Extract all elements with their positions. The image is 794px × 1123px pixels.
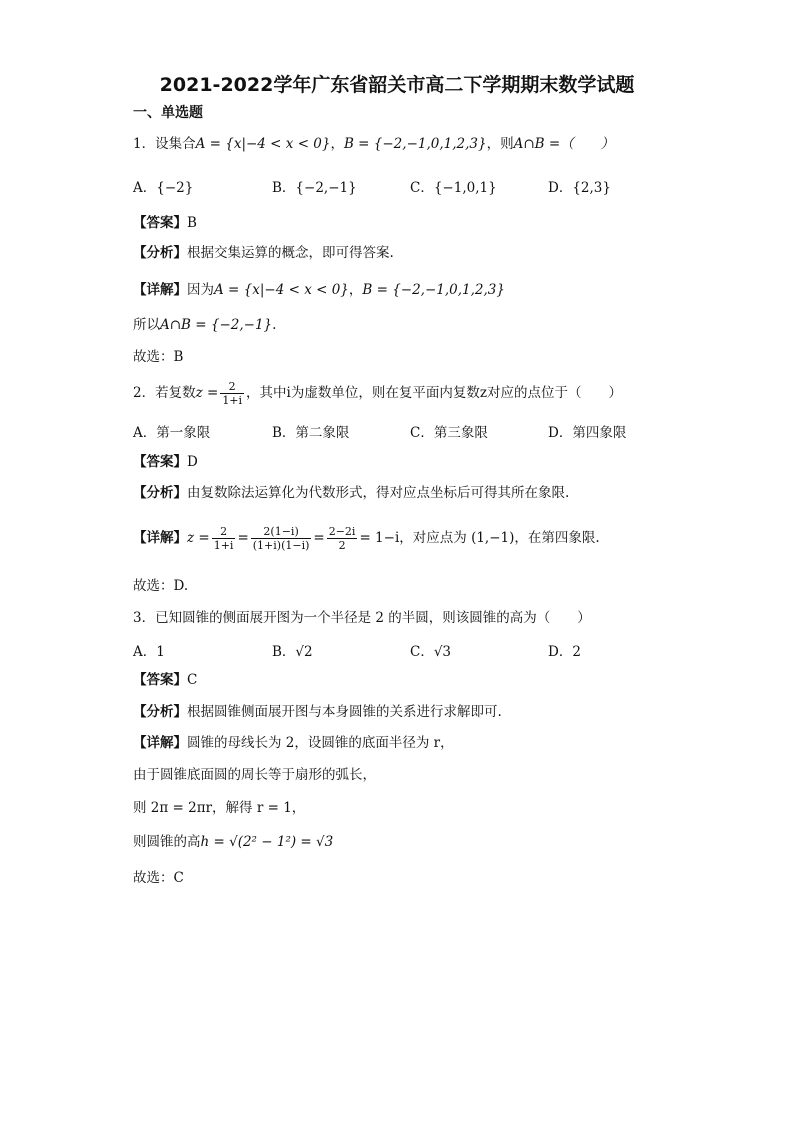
- q3-stem: 3．已知圆锥的侧面展开图为一个半径是 2 的半圆，则该圆锥的高为（ ）: [133, 610, 591, 626]
- q2-detail: [133, 522, 600, 554]
- analysis-tag: 【分析】: [133, 704, 187, 720]
- q1-conclusion: 故选：B: [133, 349, 184, 365]
- q2-detail-frac-3: [327, 525, 358, 552]
- q2-fraction: [220, 380, 244, 407]
- q3-answer-value: C: [187, 672, 198, 688]
- q2-stem: [133, 378, 622, 408]
- q3-detail-height-label: 则圆锥的高: [133, 834, 201, 850]
- q2-detail-frac-3-den: 2: [338, 539, 346, 552]
- q1-detail-so: 所以: [133, 317, 160, 333]
- q1-option-c: C．{−1,0,1}: [410, 180, 497, 196]
- q2-detail-frac-2-den: (1+i)(1−i): [252, 539, 310, 552]
- q3-detail-line4: [133, 832, 333, 852]
- q1-detail-result: A∩B = {−2,−1}: [160, 317, 273, 333]
- q2-analysis: [133, 483, 569, 503]
- q1-set-b: B = {−2,−1,0,1,2,3}: [343, 136, 487, 152]
- q2-detail-frac-1-num: 2: [212, 525, 236, 539]
- q2-option-a: A．第一象限: [133, 425, 211, 441]
- q3-conclusion: 故选：C: [133, 870, 184, 886]
- analysis-tag: 【分析】: [133, 245, 187, 261]
- detail-tag: 【详解】: [133, 735, 187, 751]
- q3-option-b: B．√2: [272, 644, 313, 660]
- q1-stem-prefix: 1．设集合: [133, 136, 196, 152]
- section-heading: 一、单选题: [133, 105, 203, 121]
- page-title: 2021-2022学年广东省韶关市高二下学期期末数学试题: [159, 74, 635, 96]
- detail-tag: 【详解】: [133, 530, 187, 546]
- q1-detail-set-a: A = {x|−4 < x < 0}: [214, 282, 349, 298]
- q3-analysis-text: 根据圆锥侧面展开图与本身圆锥的关系进行求解即可.: [187, 704, 502, 720]
- q1-answer-value: B: [187, 215, 197, 231]
- analysis-tag: 【分析】: [133, 485, 187, 501]
- q2-detail-eq-1: =: [237, 530, 249, 546]
- q3-option-c: C．√3: [410, 644, 452, 660]
- q3-option-d: D．2: [548, 644, 581, 660]
- q1-stem-expr: A∩B =（ ）: [513, 136, 615, 152]
- q1-detail: [133, 280, 505, 300]
- q1-set-a: A = {x|−4 < x < 0}: [195, 136, 331, 152]
- q1-detail-text: 因为: [187, 282, 214, 298]
- q2-detail-frac-2: [251, 525, 312, 552]
- q1-answer: [133, 213, 197, 233]
- q2-z-eq: z =: [195, 385, 219, 401]
- q3-detail-line3: 则 2π = 2πr，解得 r = 1，: [133, 800, 306, 816]
- q2-stem-rest: ，其中i为虚数单位，则在复平面内复数z对应的点位于（ ）: [246, 385, 622, 401]
- q3-option-a: A．1: [133, 644, 165, 660]
- q1-stem-mid: ，则: [486, 136, 514, 152]
- q1-option-a: A．{−2}: [133, 180, 194, 196]
- q2-option-d: D．第四象限: [548, 425, 627, 441]
- answer-tag: 【答案】: [133, 215, 187, 231]
- q3-analysis: [133, 702, 502, 722]
- q2-detail-frac-1: [212, 525, 236, 552]
- q2-conclusion: 故选：D.: [133, 578, 189, 594]
- q2-detail-tail: = 1−i，对应点为 (1,−1)，在第四象限.: [359, 530, 600, 546]
- q1-stem: [133, 134, 614, 154]
- q1-sep: ，: [330, 136, 344, 152]
- q2-detail-frac-2-num: 2(1−i): [251, 525, 312, 539]
- q3-answer: [133, 670, 197, 690]
- q1-analysis-text: 根据交集运算的概念，即可得答案.: [187, 245, 394, 261]
- q2-detail-frac-3-num: 2−2i: [328, 525, 356, 538]
- q2-analysis-text: 由复数除法运算化为代数形式，得对应点坐标后可得其所在象限.: [187, 485, 570, 501]
- answer-tag: 【答案】: [133, 454, 187, 470]
- answer-tag: 【答案】: [133, 672, 187, 688]
- detail-tag: 【详解】: [133, 282, 187, 298]
- q1-option-d: D．{2,3}: [548, 180, 611, 196]
- q2-detail-z: z =: [187, 530, 210, 546]
- q3-detail-height-formula: h = √(2² − 1²) = √3: [200, 834, 334, 850]
- q3-detail-text: 圆锥的母线长为 2，设圆锥的底面半径为 r，: [187, 735, 454, 751]
- q1-detail-line2: [133, 315, 276, 335]
- q2-frac-num: 2: [220, 380, 244, 394]
- q2-stem-prefix: 2．若复数: [133, 385, 196, 401]
- q1-detail-end: .: [272, 317, 277, 333]
- q3-detail-line2: 由于圆锥底面圆的周长等于扇形的弧长，: [133, 767, 376, 783]
- q2-frac-den: 1+i: [222, 394, 243, 407]
- q2-option-c: C．第三象限: [410, 425, 488, 441]
- q1-analysis: [133, 243, 394, 263]
- q1-option-b: B．{−2,−1}: [272, 180, 357, 196]
- q1-detail-sep: ，: [348, 282, 363, 298]
- q1-detail-set-b: B = {−2,−1,0,1,2,3}: [362, 282, 505, 298]
- q2-detail-eq-2: =: [313, 530, 325, 546]
- q2-option-b: B．第二象限: [272, 425, 350, 441]
- q2-answer: [133, 452, 198, 472]
- q2-detail-frac-1-den: 1+i: [213, 539, 234, 552]
- q3-detail: [133, 733, 454, 753]
- q2-answer-value: D: [187, 454, 198, 470]
